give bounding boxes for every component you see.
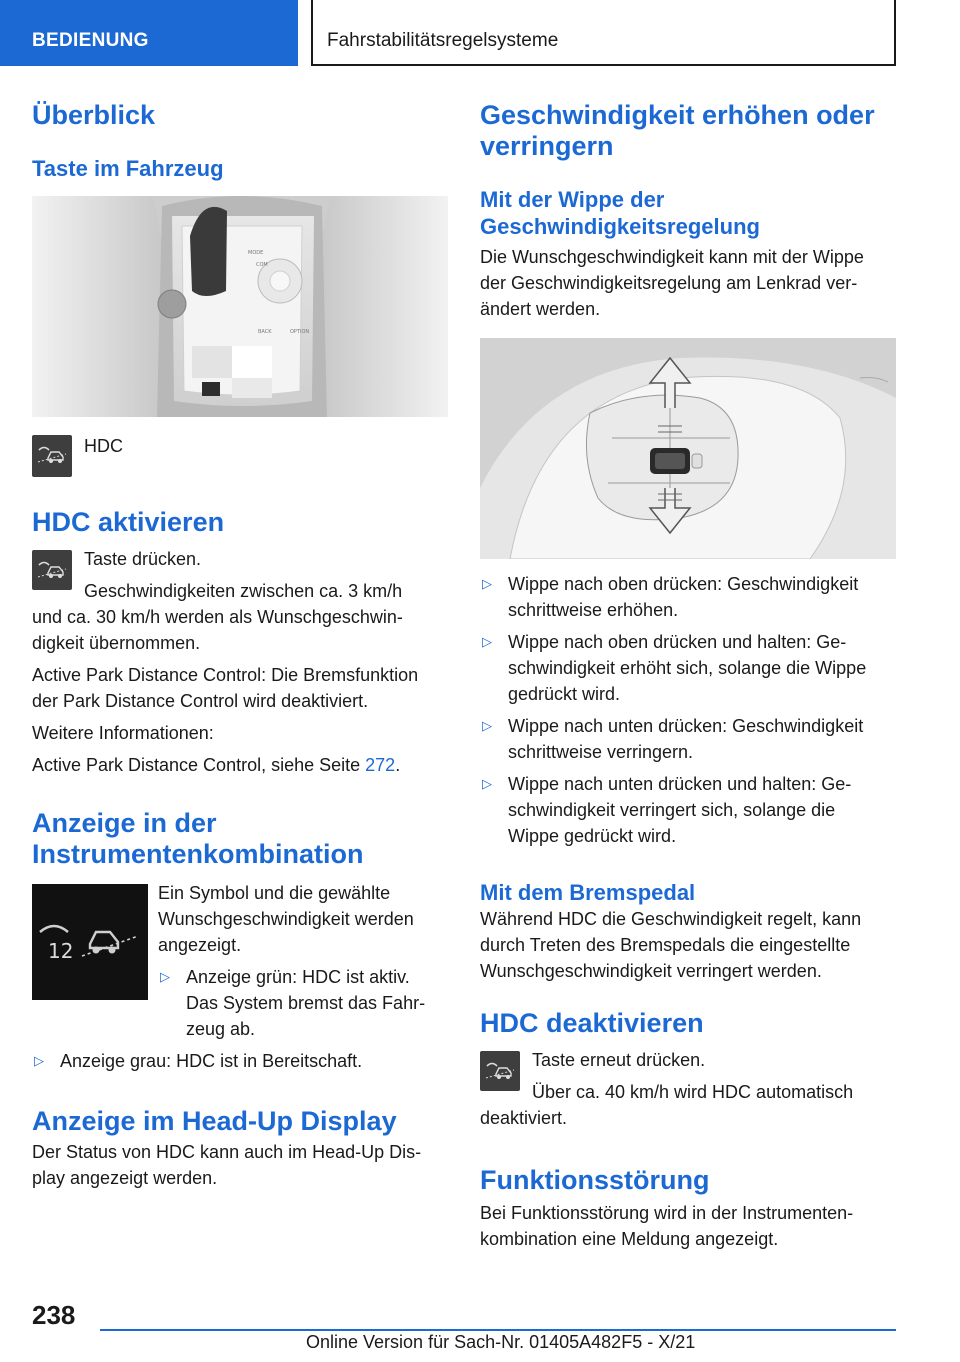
brake-text-line3: Wunschgeschwindigkeit verringert werden. (480, 961, 822, 981)
bullet-triangle-icon: ▷ (482, 776, 492, 791)
brake-text-line2: durch Treten des Bremspedals die eingestellte (480, 935, 851, 955)
overview-title: Überblick (32, 100, 156, 130)
online-version-text: Online Version für Sach-Nr. 01405A482F5 - X/21 (306, 1332, 696, 1352)
rocker-bullet-4: ▷ Wippe nach unten drücken und halten: Ge- schwindigkeit verringert sich, solange die Wippe gedrückt wird. (480, 771, 896, 849)
hdc-icon (480, 1051, 520, 1091)
display-speed: 12 (48, 939, 74, 963)
display-text-line1: Ein Symbol und die gewählte (158, 883, 391, 903)
rocker-title-line2: Geschwindigkeitsregelung (480, 214, 760, 239)
display-title-line1: Anzeige in der (32, 808, 217, 838)
hdc-icon (32, 435, 72, 477)
fault-text-line1: Bei Funktionsstörung wird in der Instrumenten- (480, 1203, 854, 1223)
rocker-text-line1: Die Wunschgeschwindigkeit kann mit der Wippe (480, 247, 864, 267)
rocker-bullet-2: ▷ Wippe nach oben drücken und halten: Ge- schwindigkeit erhöht sich, solange die Wippe gedrückt wird. (480, 629, 896, 707)
speed-title-line1: Geschwindigkeit erhöhen oder (480, 100, 875, 130)
fault-text-line2: kombination eine Meldung angezeigt. (480, 1229, 779, 1249)
hdc-icon (32, 550, 72, 590)
rocker-text-line3: ändert werden. (480, 299, 601, 319)
more-info-label: Weitere Informationen: (32, 723, 214, 743)
deactivate-text-line2: deaktiviert. (480, 1108, 568, 1128)
bullet-triangle-icon: ▷ (34, 1053, 44, 1068)
footer-divider (100, 1329, 896, 1331)
activate-text-line2: und ca. 30 km/h werden als Wunschgeschwin- (32, 607, 403, 627)
brake-title: Mit dem Bremspedal (480, 880, 696, 905)
fault-title: Funktionsstörung (480, 1165, 710, 1195)
display-block (32, 880, 448, 1042)
rocker-bullet-list (480, 571, 896, 849)
console-label-mode: MODE (248, 250, 264, 256)
bullet-triangle-icon: ▷ (482, 718, 492, 733)
section-label: BEDIENUNG (32, 30, 149, 51)
deactivate-step-row (480, 1051, 896, 1105)
activate-text-line3: digkeit übernommen. (32, 633, 201, 653)
rocker-title-line1: Mit der Wippe der (480, 187, 665, 212)
section-tab (0, 0, 298, 66)
hud-text-line1: Der Status von HDC kann auch im Head-Up Dis- (32, 1142, 422, 1162)
steering-rocker-illustration (480, 338, 896, 559)
activate-text-line1: Geschwindigkeiten zwischen ca. 3 km/h (84, 581, 403, 601)
display-text-line3: angezeigt. (158, 935, 242, 955)
brake-text-line1: Während HDC die Geschwindigkeit regelt, kann (480, 909, 862, 929)
display-bullet-grey: ▷ Anzeige grau: HDC ist in Bereitschaft. (32, 1048, 448, 1074)
deactivate-step: Taste erneut drücken. (532, 1050, 706, 1070)
display-text-line2: Wunschgeschwindigkeit werden (158, 909, 414, 929)
hdc-icon-row (32, 435, 448, 477)
hud-text-line2: play angezeigt werden. (32, 1168, 218, 1188)
speed-title-line2: verringern (480, 131, 614, 161)
page-number: 238 (32, 1300, 76, 1330)
bullet-triangle-icon: ▷ (482, 576, 492, 591)
console-label-back: BACK (258, 329, 272, 335)
deactivate-title: HDC deaktivieren (480, 1008, 704, 1038)
activate-step: Taste drücken. (84, 549, 202, 569)
hdc-label: HDC (84, 436, 123, 456)
display-bullet-green: ▷ Anzeige grün: HDC ist aktiv. Das System bremst das Fahr- zeug ab. (158, 964, 425, 1042)
steering-rocker-photo (480, 338, 896, 559)
page-reference: Active Park Distance Control, siehe Seite 272. (32, 755, 401, 775)
bullet-triangle-icon: ▷ (160, 969, 170, 984)
bullet-triangle-icon: ▷ (482, 634, 492, 649)
console-label-com: COM (256, 262, 268, 268)
chapter-label: Fahrstabilitätsregelsysteme (327, 30, 559, 51)
chapter-tab (311, 0, 896, 66)
rocker-bullet-3: ▷ Wippe nach unten drücken: Geschwindigkeit schrittweise verringern. (480, 713, 896, 765)
center-console-photo (32, 196, 448, 417)
activate-title: HDC aktivieren (32, 507, 225, 537)
deactivate-text-line1: Über ca. 40 km/h wird HDC automatisch (532, 1082, 854, 1102)
rocker-text-line2: der Geschwindigkeitsregelung am Lenkrad ver- (480, 273, 858, 293)
display-title-line2: Instrumentenkombination (32, 839, 364, 869)
instrument-display-image (32, 884, 148, 1000)
apdc-text-line1: Active Park Distance Control: Die Bremsfunktion (32, 665, 419, 685)
rocker-bullet-1: ▷ Wippe nach oben drücken: Geschwindigkeit schrittweise erhöhen. (480, 571, 896, 623)
hud-title: Anzeige im Head-Up Display (32, 1106, 397, 1136)
button-title: Taste im Fahrzeug (32, 156, 224, 181)
activate-step-row (32, 550, 448, 604)
left-column (32, 100, 448, 1191)
center-console-illustration (32, 196, 448, 417)
right-column (480, 100, 896, 1252)
console-label-option: OPTION (290, 329, 310, 335)
apdc-text-line2: der Park Distance Control wird deaktiviert. (32, 691, 369, 711)
page-link-272[interactable]: 272 (365, 755, 396, 775)
